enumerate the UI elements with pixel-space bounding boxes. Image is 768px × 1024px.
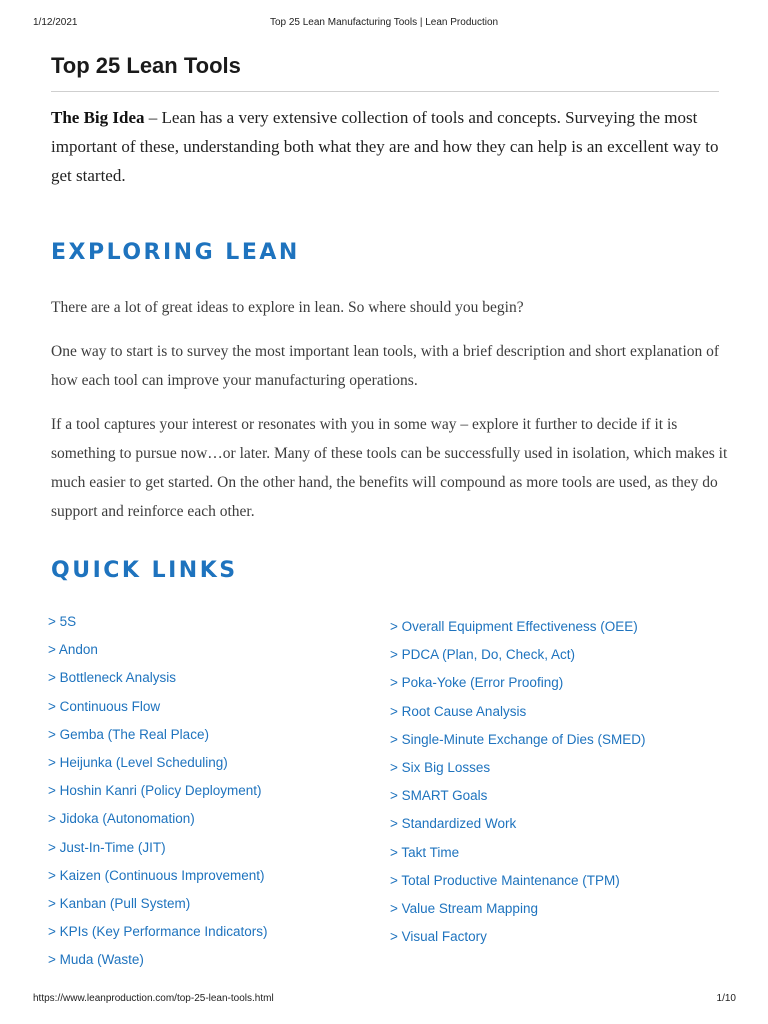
quick-link-root-cause-analysis[interactable]: > Root Cause Analysis [390, 703, 527, 719]
quick-links-heading: QUICK LINKS [51, 558, 238, 583]
quick-link-value-stream-mapping[interactable]: > Value Stream Mapping [390, 900, 538, 916]
quick-link-smart-goals[interactable]: > SMART Goals [390, 788, 488, 804]
exploring-lean-heading: EXPLORING LEAN [51, 240, 300, 265]
print-page-number: 1/10 [716, 993, 736, 1004]
quick-link-oee[interactable]: > Overall Equipment Effectiveness (OEE) [390, 619, 638, 634]
quick-link-muda[interactable]: > Muda (Waste) [48, 952, 144, 968]
quick-link-kaizen[interactable]: > Kaizen (Continuous Improvement) [48, 867, 265, 883]
quick-link-six-big-losses[interactable]: > Six Big Losses [390, 759, 491, 775]
quick-link-5s[interactable]: > 5S [48, 614, 77, 629]
quick-link-hoshin-kanri[interactable]: > Hoshin Kanri (Policy Deployment) [48, 783, 262, 799]
quick-link-bottleneck-analysis[interactable]: > Bottleneck Analysis [48, 670, 176, 686]
quick-link-poka-yoke[interactable]: > Poka-Yoke (Error Proofing) [390, 675, 564, 691]
quick-link-pdca[interactable]: > PDCA (Plan, Do, Check, Act) [390, 647, 575, 663]
quick-link-smed[interactable]: > Single-Minute Exchange of Dies (SMED) [390, 731, 646, 747]
print-footer [0, 993, 768, 1009]
quick-links-right-column [390, 618, 646, 956]
exploring-paragraph-2: One way to start is to survey the most important lean tools, with a brief description and short explanation of how each tool can improve your manufacturing operations. [51, 343, 720, 389]
quick-link-visual-factory[interactable]: > Visual Factory [390, 929, 487, 945]
quick-link-andon[interactable]: > Andon [48, 642, 98, 658]
big-idea-paragraph [51, 103, 731, 190]
quick-link-tpm[interactable]: > Total Productive Maintenance (TPM) [390, 872, 620, 888]
quick-link-kanban[interactable]: > Kanban (Pull System) [48, 895, 191, 911]
quick-link-heijunka[interactable]: > Heijunka (Level Scheduling) [48, 754, 228, 770]
print-header [0, 17, 768, 33]
quick-link-continuous-flow[interactable]: > Continuous Flow [48, 698, 161, 714]
quick-links-left-column [48, 613, 267, 979]
quick-link-just-in-time[interactable]: > Just-In-Time (JIT) [48, 839, 166, 855]
print-url: https://www.leanproduction.com/top-25-lean-tools.html [33, 993, 274, 1004]
quick-link-takt-time[interactable]: > Takt Time [390, 844, 460, 860]
print-date: 1/12/2021 [33, 17, 78, 28]
title-divider [51, 91, 719, 92]
quick-link-standardized-work[interactable]: > Standardized Work [390, 816, 517, 832]
big-idea-label: The Big Idea [51, 108, 145, 127]
exploring-paragraph-1: There are a lot of great ideas to explore in lean. So where should you begin? [51, 299, 524, 316]
exploring-paragraph-3: If a tool captures your interest or resonates with you in some way – explore it further to decide if it is something to pursue now…or later. Many of these tools can be successfully used in isolation, which makes it much easier to get started. On the other hand, the benefits will compound as more tools are used, as they do support and reinforce each other. [51, 416, 728, 520]
quick-link-kpis[interactable]: > KPIs (Key Performance Indicators) [48, 924, 268, 940]
print-document-title: Top 25 Lean Manufacturing Tools | Lean Production [269, 17, 499, 28]
page-title: Top 25 Lean Tools [51, 53, 241, 78]
quick-link-jidoka[interactable]: > Jidoka (Autonomation) [48, 811, 195, 827]
big-idea-text: – Lean has a very extensive collection of tools and concepts. Surveying the most important of these, understanding both what they are and how they can help is an excellent way to get started. [51, 108, 719, 185]
quick-link-gemba[interactable]: > Gemba (The Real Place) [48, 726, 209, 742]
